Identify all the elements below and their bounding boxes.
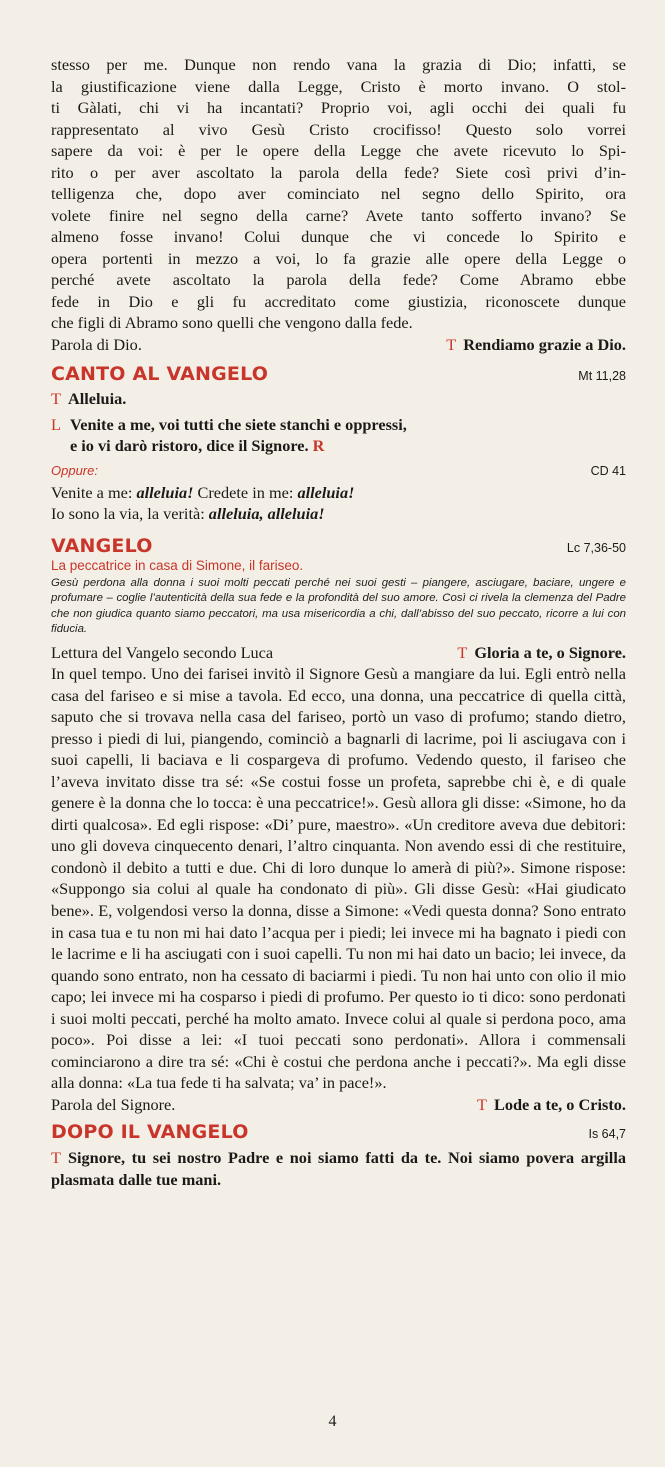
alt-1a: Venite a me: [51,482,137,502]
alt-1b: alleluia! [136,482,194,502]
canto-verse [51,414,626,457]
reading-line: opera portenti in mezzo a voi, lo fa grazie alle opere della Legge o [51,248,626,268]
gospel-closing: Parola del Signore. [51,1094,176,1114]
lettura-response [457,642,626,664]
alleluia-mark: T [51,389,61,408]
verse-line-2 [70,435,407,457]
gospel-closing-row [51,1094,626,1116]
alt-2b: alleluia, alleluia! [208,504,325,523]
reading-line: la giustificazione viene dalla Legge, Cristo è morto invano. O stol- [51,76,626,96]
verse-line-1: Venite a me, voi tutti che siete stanchi e oppressi, [69,414,407,434]
reading-line: ti Gàlati, chi vi ha incantati? Proprio voi, agli occhi dei quali fu [51,98,626,117]
vangelo-header [51,535,626,557]
dopo-prayer: Signore, tu sei nostro Padre e noi siamo fatti da te. Noi siamo povera argilla plasmata dalle tue mani. [51,1148,626,1189]
alt-2a: Io sono la via, la verità: [51,504,209,523]
lettura-row [51,642,626,664]
reading-line: almeno fosse invano! Colui dunque che vi concede lo Spirito e [51,227,626,246]
vangelo-intro: Gesù perdona alla donna i suoi molti peccati perché nei suoi gesti – piangere, asciugare, baciare, ungere e profumare – coglie l’autenticità della sua fede e la profondità del suo amore. Così ci rivela la clemenza del Padre che non giudica quanto siamo peccatori, ma usa misericordia a chi, dall’abisso del suo peccato, ricorre a lui con fiducia. [51,576,626,635]
reading-response-text: Rendiamo grazie a Dio. [463,334,626,354]
gospel-response-text: Lode a te, o Cristo. [493,1094,626,1114]
gospel-mark: T [477,1094,487,1114]
reading-line: fede in Dio e gli fu accreditato come giustizia, riconoscete dunque [51,291,626,311]
dopo-text [51,1147,626,1190]
verse-text [70,414,407,457]
lettura-response-text: Gloria a te, o Signore. [474,642,626,662]
reading-closing: Parola di Dio. [51,334,142,354]
alt-1c: Credete in me: [193,482,298,502]
vangelo-subtitle: La peccatrice in casa di Simone, il fariseo. [51,557,304,573]
dopo-header [51,1121,626,1143]
reading-line: perché avete ascoltato la parola della fede? Come Abramo ebbe [51,270,626,289]
canto-ref: Mt 11,28 [578,369,626,383]
lettura-mark: T [457,642,468,662]
page-number: 4 [328,1413,337,1430]
alt-1d: alleluia! [297,482,355,502]
reading-line: volete finire nel segno della carne? Avete tanto sofferto invano? Se [51,205,626,225]
verse-mark: L [51,414,61,434]
oppure-ref: CD 41 [590,463,626,478]
canto-header [51,363,626,385]
gospel-text: In quel tempo. Uno dei farisei invitò il Signore Gesù a mangiare da lui. Egli entrò nella casa del fariseo e si mise a tavola. Ed ecco, una donna, una peccatrice di quella città, saputo che si trovava nella casa del fariseo, portò un vaso di profumo; stando dietro, presso i piedi di lui, piangendo, cominciò a bagnarli di lacrime, poi li asciugava con i suoi capelli, li baciava e li cospargeva di profumo. Vedendo questo, il fariseo che l’aveva invitato disse tra sé: «Se costui fosse un profeta, saprebbe chi è, e di quale genere è la donna che lo tocca: è una peccatrice!». Gesù allora gli disse: «Simone, ho da dirti qualcosa». Ed egli rispose: «Di’ pure, maestro». «Un creditore aveva due debitori: uno gli doveva cinquecento denari, l’altro cinquanta. Non avendo essi di che restituire, condonò il debito a tutti e due. Chi di loro dunque lo amerà di più?». Simone rispose: «Suppongo sia colui al quale ha condonato di più». Gli disse Gesù: «Hai giudicato bene». E, volgendosi verso la donna, disse a Simone: «Vedi questa donna? Sono entrato in casa tua e tu non mi hai dato l’acqua per i piedi; lei invece mi ha bagnato i piedi con le lacrime e li ha asciugati con i suoi capelli. Tu non mi hai dato un bacio; lei invece, da quando sono entrato, non ha cessato di baciarmi i piedi. Tu non hai unto con olio il mio capo; lei invece mi ha cosparso i piedi di profumo. Per questo io ti dico: sono perdonati i suoi molti peccati, perché ha molto amato. Invece colui al quale si perdona poco, ama poco». Poi disse a lei: «I tuoi peccati sono perdonati». Allora i commensali cominciarono a dire tra sé: «Chi è costui che perdona anche i peccati?». Ma egli disse alla donna: «La tua fede ti ha salvata; va’ in pace!». [51,664,626,1093]
reading-line: stesso per me. Dunque non rendo vana la grazia di Dio; infatti, se [51,55,626,74]
reading-line: rito o per aver ascoltato la parola della fede? Siete così privi d’in- [51,162,626,182]
dopo-title: DOPO IL VANGELO [51,1121,249,1144]
vangelo-title: VANGELO [51,534,153,557]
reading-line: rappresentato al vivo Gesù Cristo crocifisso! Questo solo vorrei [51,119,626,139]
reading-line: telligenza che, dopo aver cominciato nel segno dello Spirito, ora [51,184,626,203]
response-mark: T [446,334,457,354]
canto-title: CANTO AL VANGELO [51,363,269,385]
dopo-ref: Is 64,7 [588,1127,626,1142]
oppure-label: Oppure: [51,462,98,478]
reading-text [51,54,626,334]
missal-page [51,54,626,1190]
lettura-text: Lettura del Vangelo secondo Luca [51,642,274,662]
reading-line: che figli di Abramo sono quelli che vengono dalla fede. [51,313,413,332]
reading-closing-row [51,334,626,356]
reading-line: sapere da voi: è per le opere della Legge che avete ricevuto lo Spi- [51,141,626,160]
dopo-mark: T [51,1148,61,1168]
reading-response [446,334,626,356]
r-mark: R [312,436,325,455]
vangelo-ref: Lc 7,36-50 [566,540,626,555]
verse-line-2-text: e io vi darò ristoro, dice il Signore. [69,436,309,455]
alt-line-2 [51,503,626,525]
oppure-row [51,463,626,478]
alt-line-1 [51,482,626,504]
alleluia-text: Alleluia. [67,389,127,408]
canto-alleluia [51,388,626,410]
gospel-response [477,1094,626,1116]
